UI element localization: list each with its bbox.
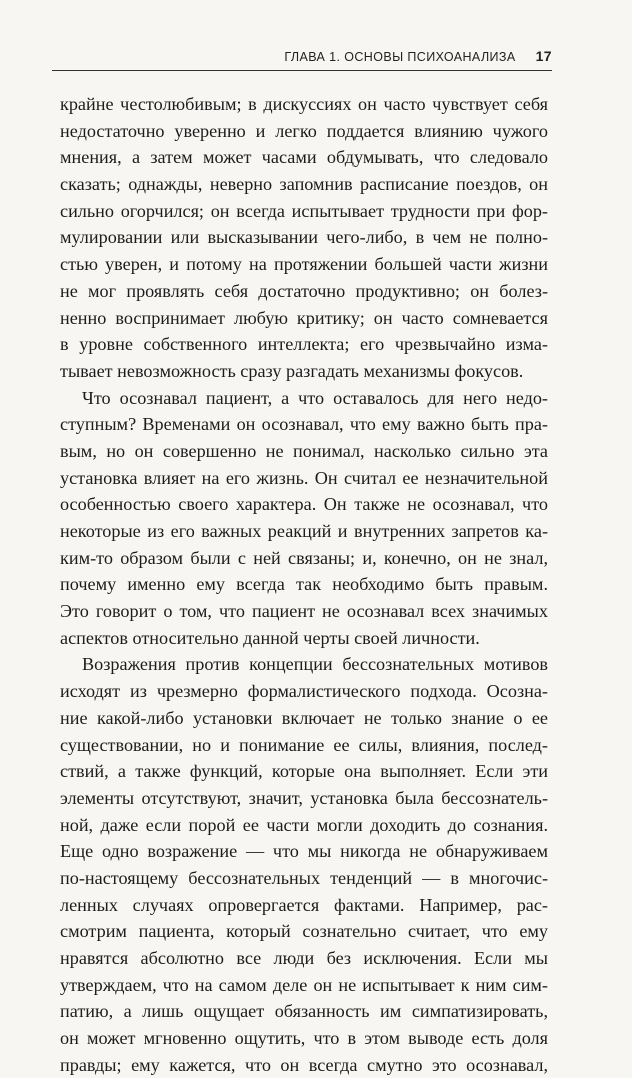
text-line: ной, даже если порой ее части могли доходить до сознания.	[60, 814, 548, 835]
text-line: мнения, а затем может часами обдумывать, что следовало	[60, 147, 548, 168]
text-line: ствий, а также функций, которые она выполняет. Если эти	[60, 761, 548, 782]
text-line: стью уверен, и потому на протяжении большей части жизни	[60, 254, 548, 275]
text-line: утверждаем, что на самом деле он не испытывает к ним сим-	[60, 974, 548, 995]
header-rule	[52, 70, 552, 71]
text-line: недостаточно уверенно и легко поддается влиянию чужого	[60, 120, 548, 141]
text-line: вым, но он совершенно не понимал, насколько сильно эта	[60, 440, 548, 461]
text-line: ким-то образом были с ней связаны; и, конечно, он не знал,	[60, 547, 548, 568]
text-line: по-настоящему бессознательных тенденций — в многочис-	[60, 867, 548, 888]
text-line: Еще одно возражение — что мы никогда не обнаруживаем	[60, 841, 548, 862]
text-line: патию, а лишь ощущает обязанность им симпатизировать,	[60, 1001, 548, 1022]
text-line: смотрим пациента, который сознательно считает, что ему	[60, 921, 548, 942]
text-line: тывает невозможность сразу разгадать механизмы фокусов.	[60, 360, 524, 381]
text-line: особенностью своего характера. Он также не осознавал, что	[60, 494, 548, 515]
text-line: некоторые из его важных реакций и внутренних запретов ка-	[60, 521, 548, 541]
page-number: 17	[535, 48, 552, 64]
text-line: существовании, но и понимание ее силы, влияния, послед-	[60, 734, 548, 755]
text-line: аспектов относительно данной черты своей личности.	[60, 627, 480, 648]
text-line: не мог проявлять себя достаточно продуктивно; он болез-	[60, 280, 548, 301]
text-line: сильно огорчился; он всегда испытывает трудности при фор-	[60, 200, 548, 221]
text-line: установка влияет на его жизнь. Он считал ее незначительной	[60, 467, 548, 488]
text-line: Возражения против концепции бессознательных мотивов	[82, 654, 548, 675]
text-line: элементы отсутствуют, значит, установка была бессознатель-	[60, 787, 548, 808]
text-line: Что осознавал пациент, а что оставалось для него недо-	[82, 387, 548, 408]
running-title: ГЛАВА 1. ОСНОВЫ ПСИХОАНАЛИЗА	[284, 50, 516, 64]
text-line: ступным? Временами он осознавал, что ему важно быть пра-	[60, 414, 548, 435]
text-line: сказать; однажды, неверно запомнив расписание поездов, он	[60, 174, 548, 195]
text-line: в уровне собственного интеллекта; его чрезвычайно изма-	[60, 334, 548, 355]
text-line: ленных случаях опровергается фактами. Например, рас-	[60, 894, 548, 915]
text-line: почему именно ему всегда так необходимо быть правым.	[60, 574, 548, 595]
text-line: Это говорит о том, что пациент не осознавал всех значимых	[60, 601, 548, 622]
text-line: он может мгновенно ощутить, что в этом выводе есть доля	[60, 1028, 548, 1049]
text-line: нравятся абсолютно все люди без исключения. Если мы	[60, 948, 548, 968]
text-line: исходят из чрезмерно формалистического подхода. Осозна-	[60, 681, 548, 702]
running-header	[52, 48, 552, 64]
body-text	[60, 91, 548, 1078]
text-line: ненно воспринимает любую критику; он часто сомневается	[60, 307, 548, 328]
text-line: крайне честолюбивым; в дискуссиях он часто чувствует себя	[60, 94, 548, 114]
text-line: ние какой-либо установки включает не только знание о ее	[60, 707, 548, 728]
text-line: правды; ему кажется, что он всегда смутно это осознавал,	[60, 1054, 548, 1075]
text-line: мулировании или высказывании чего-либо, в чем не полно-	[60, 227, 548, 248]
